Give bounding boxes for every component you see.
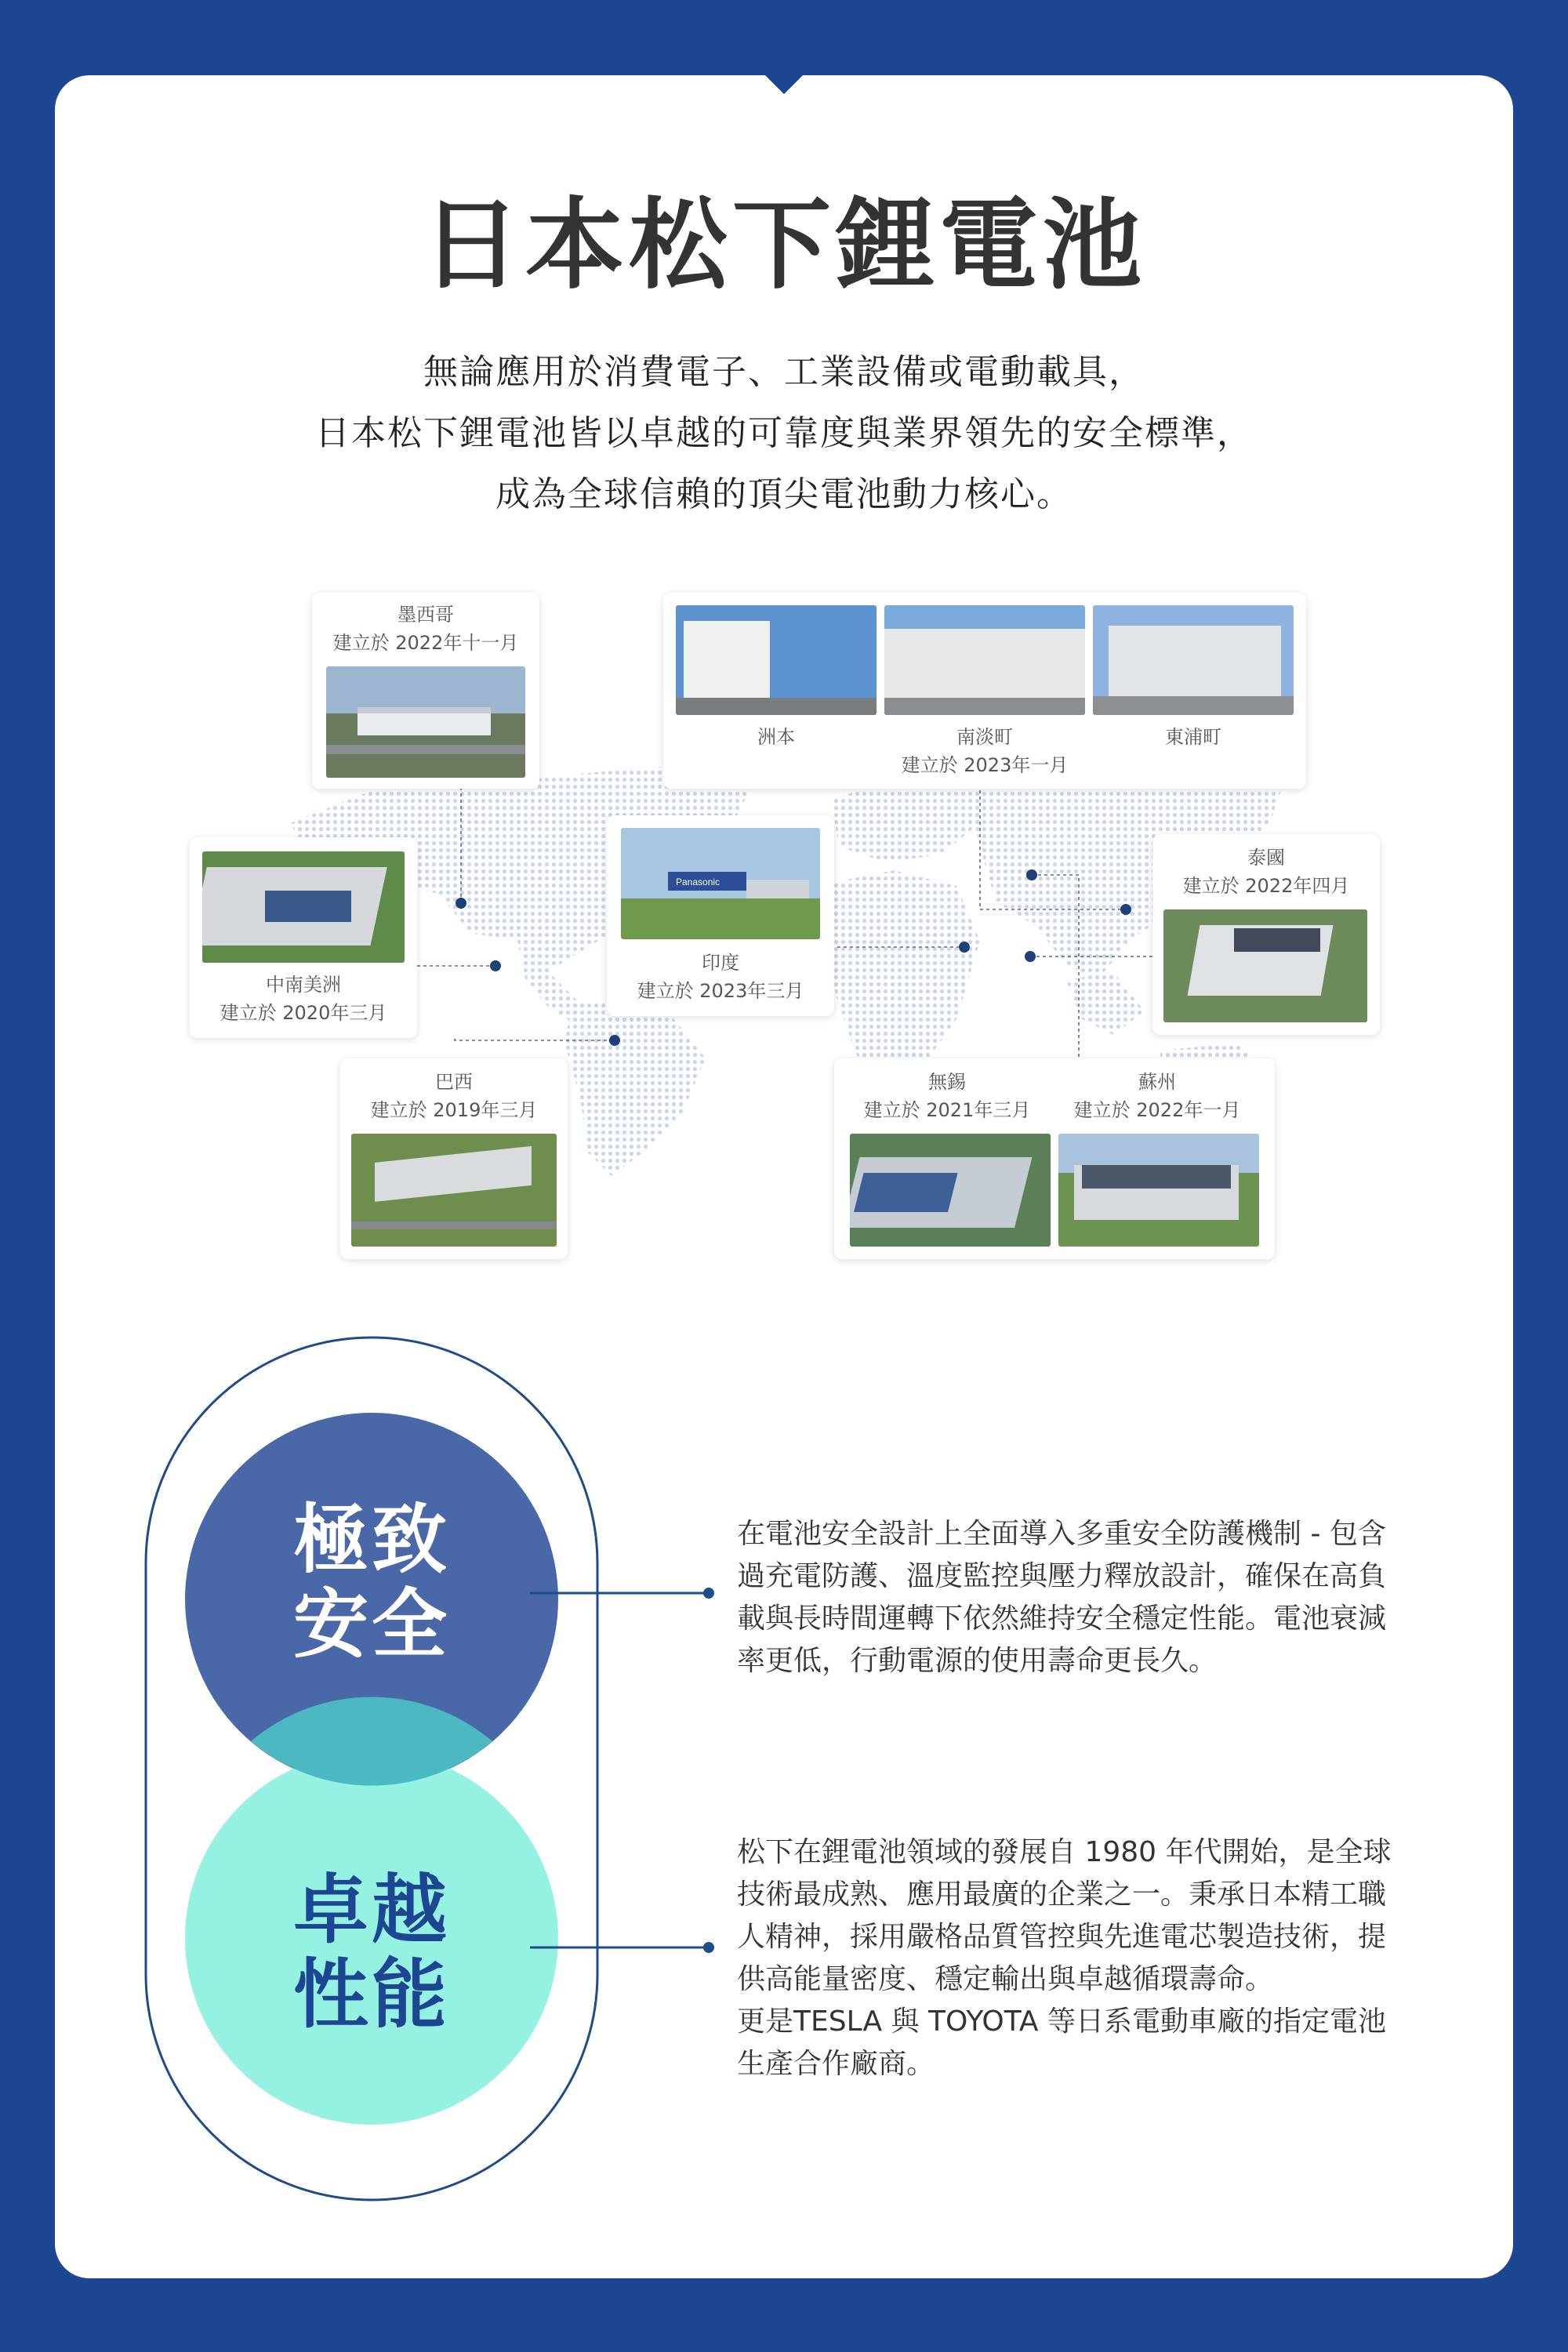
performance-desc-line: 生產合作廠商。	[737, 2048, 935, 2080]
intro-line-2: 日本松下鋰電池皆以卓越的可靠度與業界領先的安全標準，	[315, 413, 1253, 453]
brazil-name: 巴西	[435, 1071, 473, 1093]
safety-desc-line: 在電池安全設計上全面導入多重安全防護機制 - 包含	[737, 1518, 1386, 1550]
performance-desc-line: 技術最成熟、應用最廣的企業之一。秉承日本精工職	[737, 1878, 1387, 1911]
japan-site-minamiawaji: 南淡町	[956, 726, 1013, 748]
performance-desc-line: 松下在鋰電池領域的發展自 1980 年代開始，是全球	[737, 1836, 1392, 1868]
intro-line-3: 成為全球信賴的頂尖電池動力核心。	[495, 474, 1073, 514]
thailand-name: 泰國	[1247, 847, 1285, 869]
page-title: 日本松下鋰電池	[422, 187, 1146, 303]
performance-heading-line1: 卓越	[293, 1866, 450, 1954]
suzhou-name: 蘇州	[1138, 1071, 1176, 1093]
performance-desc-line: 人精神，採用嚴格品質管控與先進電芯製造技術，提	[737, 1921, 1387, 1953]
central-america-name: 中南美洲	[266, 974, 341, 996]
safety-heading	[235, 1497, 508, 1667]
svg-text:Panasonic: Panasonic	[676, 877, 720, 887]
safety-desc-line: 率更低，行動電源的使用壽命更長久。	[737, 1645, 1218, 1677]
safety-description	[737, 1513, 1427, 1682]
performance-heading-line2: 性能	[293, 1951, 450, 2038]
india-name: 印度	[702, 952, 739, 974]
wuxi-date: 建立於 2021年三月	[863, 1099, 1031, 1121]
mexico-name: 墨西哥	[397, 604, 454, 626]
suzhou-date: 建立於 2022年一月	[1073, 1099, 1241, 1121]
japan-date: 建立於 2023年一月	[901, 754, 1069, 776]
intro-line-1: 無論應用於消費電子、工業設備或電動載具，	[423, 352, 1145, 392]
wuxi-name: 無錫	[928, 1071, 966, 1093]
safety-heading-line1: 極致	[293, 1496, 450, 1584]
performance-heading	[235, 1867, 508, 2037]
japan-site-higashiura: 東浦町	[1165, 726, 1221, 748]
thailand-date: 建立於 2022年四月	[1182, 875, 1350, 897]
performance-desc-line: 更是TESLA 與 TOYOTA 等日系電動車廠的指定電池	[737, 2005, 1386, 2038]
performance-description	[737, 1831, 1427, 2085]
performance-desc-line: 供高能量密度、穩定輸出與卓越循環壽命。	[737, 1963, 1274, 1995]
central-america-date: 建立於 2020年三月	[220, 1002, 387, 1024]
safety-heading-line2: 安全	[293, 1581, 450, 1668]
safety-desc-line: 載與長時間運轉下依然維持安全穩定性能。電池衰減	[737, 1602, 1387, 1635]
brazil-date: 建立於 2019年三月	[370, 1099, 538, 1121]
safety-desc-line: 過充電防護、溫度監控與壓力釋放設計，確保在高負	[737, 1560, 1387, 1592]
mexico-date: 建立於 2022年十一月	[332, 632, 519, 654]
india-date: 建立於 2023年三月	[637, 980, 804, 1002]
japan-site-sumoto: 洲本	[757, 726, 795, 748]
